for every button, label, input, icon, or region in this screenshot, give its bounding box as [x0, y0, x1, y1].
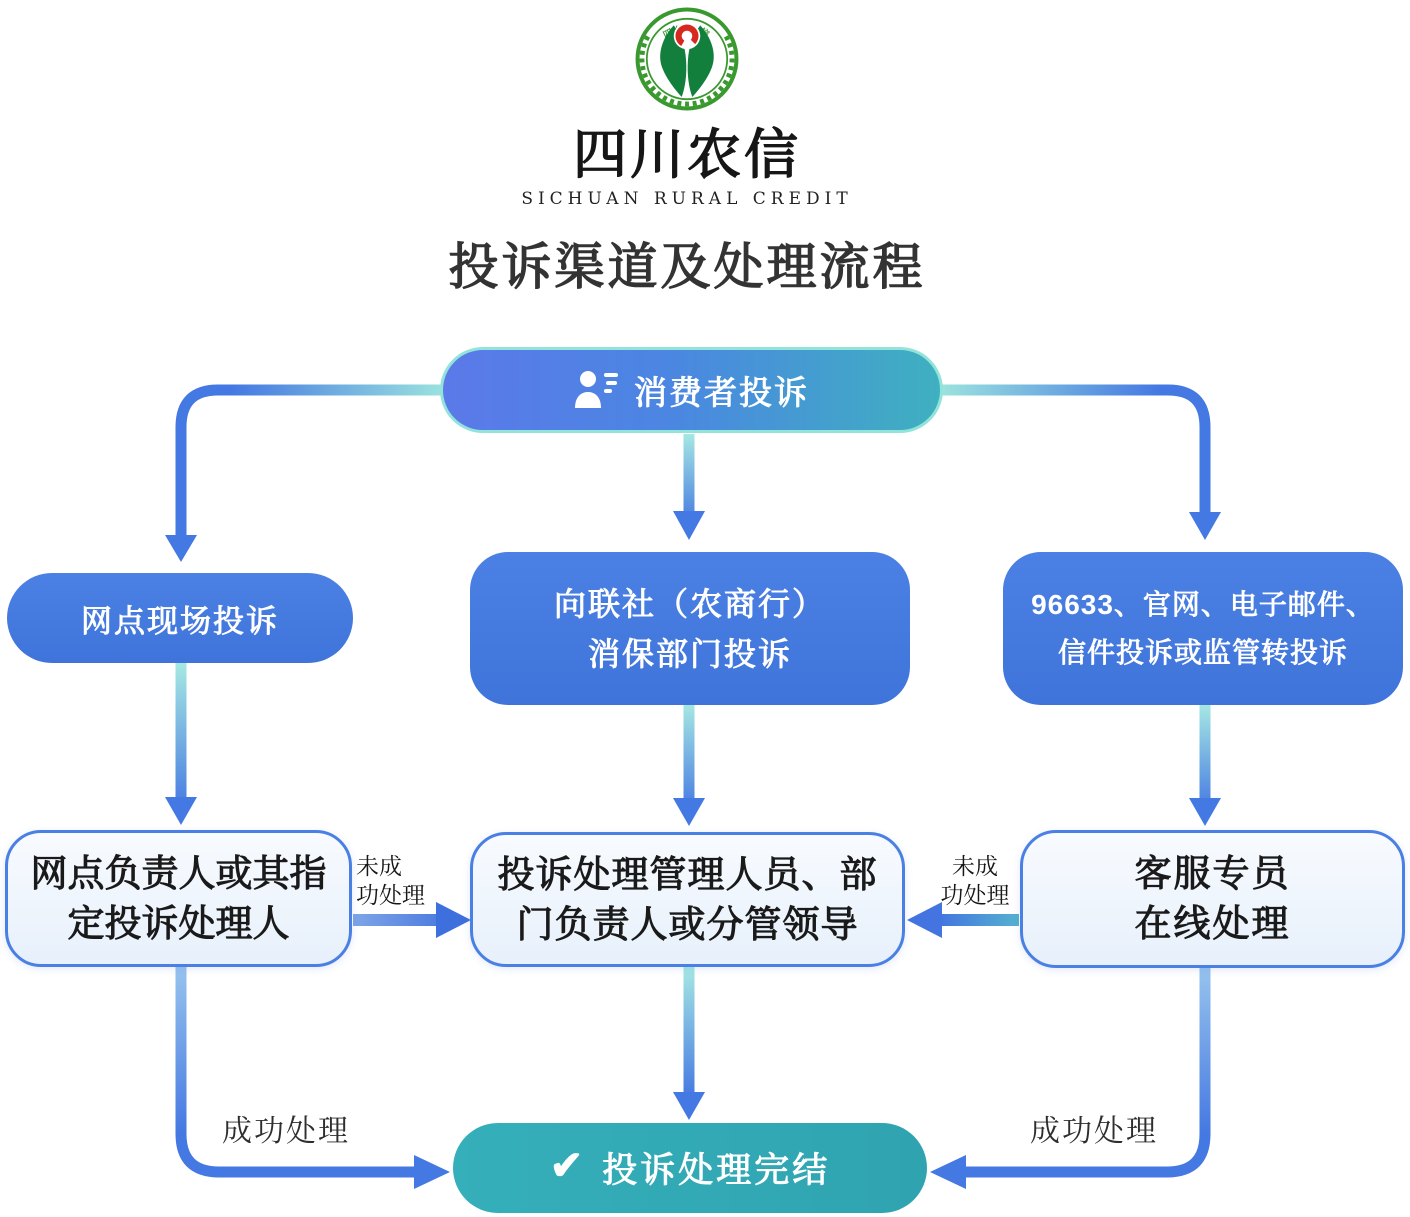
arrow-success-left [181, 966, 450, 1189]
arrow-remote-to-agent [1189, 703, 1221, 826]
arrow-start-to-branch [165, 390, 446, 562]
node-service-agent [1020, 830, 1405, 968]
node-label-line2: 门负责人或分管领导 [516, 903, 859, 945]
arrow-manager-to-end [673, 966, 705, 1120]
node-label: 投诉处理完结 [602, 1151, 831, 1190]
node-remote-channels [1003, 552, 1403, 705]
label-line2: 功处理 [356, 882, 425, 908]
arrow-success-right [930, 966, 1205, 1189]
arrow-dept-to-complaint-manager [673, 703, 705, 826]
node-label: 消费者投诉 [634, 373, 809, 411]
node-consumer-protection-dept [470, 552, 910, 705]
arrow-start-to-consumer-dept [673, 434, 705, 540]
node-label-line1: 投诉处理管理人员、部 [497, 853, 878, 895]
user-list-icon [574, 370, 620, 410]
node-complaint-manager [470, 832, 905, 967]
label-line1: 未成 [356, 853, 402, 879]
label-success-left: 成功处理 [222, 1115, 350, 1148]
check-icon: ✔ [549, 1144, 587, 1188]
node-label-line1: 向联社（农商行） [553, 585, 826, 622]
label-fail-left [356, 852, 425, 910]
node-consumer-complaint [440, 347, 943, 433]
node-label-line2: 定投诉处理人 [67, 902, 290, 944]
sichuan-rural-credit-emblem [634, 6, 740, 112]
node-complaint-closed [453, 1123, 927, 1213]
node-branch-onsite-complaint [7, 573, 353, 663]
label-fail-right [936, 852, 1014, 910]
arrow-branch-to-manager [165, 662, 197, 825]
label-success-right: 成功处理 [1030, 1115, 1158, 1148]
node-branch-manager [5, 830, 352, 967]
node-label-line2: 信件投诉或监管转投诉 [1057, 636, 1348, 668]
logo-en-name: SICHUAN RURAL CREDIT [521, 189, 853, 210]
logo-cn-name: 四川农信 [573, 122, 801, 186]
node-label-line1: 96633、官网、电子邮件、 [1031, 588, 1375, 620]
label-line1: 未成 [952, 853, 998, 879]
header [0, 6, 1374, 299]
node-label: 网点现场投诉 [81, 603, 279, 639]
node-label-line1: 网点负责人或其指 [30, 852, 327, 894]
arrow-start-to-remote [937, 390, 1221, 540]
node-label-line1: 客服专员 [1134, 853, 1291, 894]
node-label-line2: 在线处理 [1134, 903, 1291, 944]
page-title: 投诉渠道及处理流程 [448, 239, 926, 296]
label-line2: 功处理 [940, 882, 1010, 908]
node-label-line2: 消保部门投诉 [587, 635, 792, 672]
